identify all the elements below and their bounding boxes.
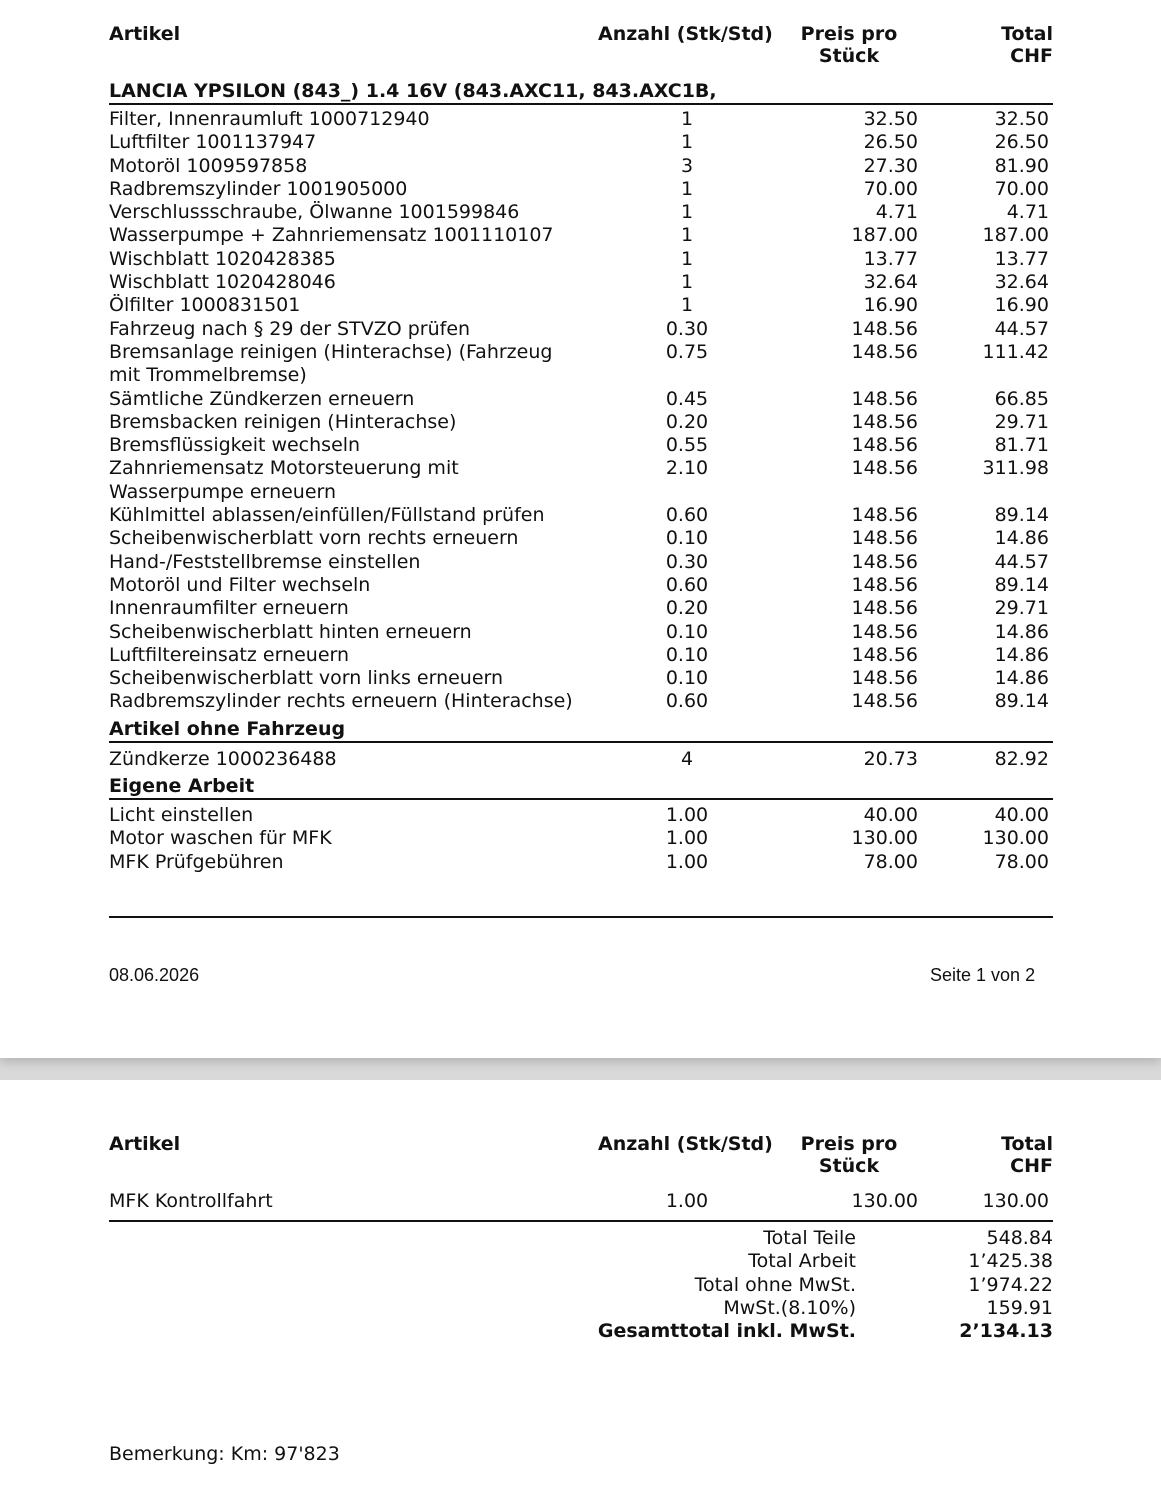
table-row bbox=[109, 224, 1053, 247]
table-row bbox=[109, 411, 1053, 434]
table-row bbox=[109, 1190, 1053, 1213]
item-total: 26.50 bbox=[994, 131, 1049, 154]
item-price: 148.56 bbox=[851, 550, 918, 573]
total-value: 2’134.13 bbox=[959, 1320, 1053, 1343]
item-total: 29.71 bbox=[994, 410, 1049, 433]
table-row bbox=[109, 748, 1053, 771]
item-price: 70.00 bbox=[863, 177, 918, 200]
item-name: MFK Prüfgebühren bbox=[109, 850, 284, 873]
item-total: 89.14 bbox=[994, 690, 1049, 713]
item-total: 130.00 bbox=[982, 827, 1049, 850]
item-qty: 2.10 bbox=[665, 457, 709, 480]
item-name: Licht einstellen bbox=[109, 804, 254, 826]
item-total: 14.86 bbox=[994, 643, 1049, 666]
table-row bbox=[109, 827, 1053, 850]
item-qty: 1 bbox=[680, 131, 694, 154]
divider bbox=[109, 1220, 1053, 1222]
item-price: 148.56 bbox=[851, 457, 918, 480]
item-qty: 1 bbox=[680, 177, 694, 200]
no-vehicle-items bbox=[109, 748, 1053, 771]
table-row bbox=[109, 667, 1053, 690]
table-row bbox=[109, 851, 1053, 874]
item-total: 89.14 bbox=[994, 573, 1049, 596]
divider bbox=[109, 916, 1053, 918]
item-price: 40.00 bbox=[863, 804, 918, 826]
item-name: Luftfiltereinsatz erneuern bbox=[109, 643, 350, 666]
item-price: 148.56 bbox=[851, 504, 918, 527]
item-price: 4.71 bbox=[875, 201, 918, 224]
section-no-vehicle: Artikel ohne Fahrzeug bbox=[109, 718, 1053, 743]
item-qty: 0.60 bbox=[665, 573, 709, 596]
item-price: 16.90 bbox=[863, 294, 918, 317]
item-total: 32.64 bbox=[994, 271, 1049, 294]
vehicle-items bbox=[109, 108, 1053, 714]
item-price: 27.30 bbox=[863, 154, 918, 177]
item-name: Luftfilter 1001137947 bbox=[109, 131, 317, 154]
item-total: 40.00 bbox=[994, 804, 1049, 826]
item-name: Scheibenwischerblatt vorn links erneuern bbox=[109, 667, 504, 690]
total-row bbox=[109, 1320, 1053, 1343]
item-qty: 0.55 bbox=[665, 434, 709, 457]
item-qty: 1 bbox=[680, 294, 694, 317]
table-row bbox=[109, 527, 1053, 550]
table-row bbox=[109, 341, 1053, 388]
header-anzahl: Anzahl (Stk/Std) bbox=[598, 1133, 773, 1155]
item-qty: 0.30 bbox=[665, 550, 709, 573]
item-total: 70.00 bbox=[994, 177, 1049, 200]
item-name: Bremsbacken reinigen (Hinterachse) bbox=[109, 410, 457, 433]
item-price: 130.00 bbox=[851, 827, 918, 850]
table-row bbox=[109, 574, 1053, 597]
total-row bbox=[109, 1227, 1053, 1250]
item-total: 4.71 bbox=[1006, 201, 1049, 224]
item-price: 78.00 bbox=[863, 850, 918, 873]
header-anzahl: Anzahl (Stk/Std) bbox=[598, 23, 773, 45]
item-price: 148.56 bbox=[851, 434, 918, 457]
item-price: 148.56 bbox=[851, 387, 918, 410]
item-price: 148.56 bbox=[851, 527, 918, 550]
item-name: Motoröl und Filter wechseln bbox=[109, 573, 371, 596]
item-price: 148.56 bbox=[851, 317, 918, 340]
item-name: Zahnriemensatz Motorsteuerung mit Wasserpumpe erneuern bbox=[109, 457, 459, 503]
item-total: 13.77 bbox=[994, 247, 1049, 270]
item-qty: 0.10 bbox=[665, 667, 709, 690]
total-value: 159.91 bbox=[986, 1296, 1053, 1319]
item-qty: 1.00 bbox=[665, 827, 709, 850]
total-label: Total ohne MwSt. bbox=[694, 1273, 856, 1296]
item-qty: 1 bbox=[680, 201, 694, 224]
item-total: 89.14 bbox=[994, 504, 1049, 527]
item-name: Zündkerze 1000236488 bbox=[109, 748, 337, 770]
item-name: Wasserpumpe + Zahnriemensatz 1001110107 bbox=[109, 224, 554, 247]
own-work-items bbox=[109, 804, 1053, 874]
item-price: 32.64 bbox=[863, 271, 918, 294]
total-label: MwSt.(8.10%) bbox=[723, 1296, 856, 1319]
item-total: 29.71 bbox=[994, 597, 1049, 620]
item-total: 78.00 bbox=[994, 850, 1049, 873]
table-row bbox=[109, 690, 1053, 713]
item-price: 32.50 bbox=[863, 108, 918, 130]
table-row bbox=[109, 804, 1053, 827]
item-total: 130.00 bbox=[982, 1190, 1049, 1212]
item-name: Bremsflüssigkeit wechseln bbox=[109, 434, 361, 457]
item-name: Scheibenwischerblatt vorn rechts erneuern bbox=[109, 527, 519, 550]
item-name: Motoröl 1009597858 bbox=[109, 154, 308, 177]
item-total: 14.86 bbox=[994, 527, 1049, 550]
header-artikel: Artikel bbox=[109, 23, 181, 45]
header-preis: Preis pro Stück bbox=[800, 23, 898, 67]
item-total: 82.92 bbox=[994, 748, 1049, 770]
item-price: 148.56 bbox=[851, 573, 918, 596]
item-total: 81.90 bbox=[994, 154, 1049, 177]
table-row bbox=[109, 621, 1053, 644]
item-total: 14.86 bbox=[994, 620, 1049, 643]
item-total: 111.42 bbox=[982, 340, 1049, 363]
item-name: Kühlmittel ablassen/einfüllen/Füllstand prüfen bbox=[109, 504, 545, 527]
item-qty: 1.00 bbox=[665, 1190, 709, 1212]
remark: Bemerkung: Km: 97'823 bbox=[109, 1443, 340, 1465]
invoice-page-2 bbox=[0, 1080, 1161, 1488]
total-label: Total Arbeit bbox=[748, 1250, 856, 1273]
item-qty: 0.60 bbox=[665, 504, 709, 527]
table-row bbox=[109, 434, 1053, 457]
item-qty: 0.10 bbox=[665, 643, 709, 666]
item-name: Verschlussschraube, Ölwanne 1001599846 bbox=[109, 201, 520, 224]
item-name: Hand-/Feststellbremse einstellen bbox=[109, 550, 421, 573]
table-row bbox=[109, 271, 1053, 294]
item-qty: 3 bbox=[680, 154, 694, 177]
table-row bbox=[109, 644, 1053, 667]
vehicle-title: LANCIA YPSILON (843_) 1.4 16V (843.AXC11, 843.AXC1B, bbox=[109, 80, 1053, 105]
total-value: 548.84 bbox=[986, 1227, 1053, 1249]
footer-page: Seite 1 von 2 bbox=[930, 965, 1036, 985]
table-row bbox=[109, 457, 1053, 504]
table-row bbox=[109, 248, 1053, 271]
table-row bbox=[109, 108, 1053, 131]
total-value: 1’425.38 bbox=[968, 1250, 1053, 1273]
item-qty: 0.60 bbox=[665, 690, 709, 713]
item-name: Wischblatt 1020428385 bbox=[109, 247, 336, 270]
item-price: 148.56 bbox=[851, 620, 918, 643]
table-row bbox=[109, 155, 1053, 178]
table-row bbox=[109, 201, 1053, 224]
item-price: 130.00 bbox=[851, 1190, 918, 1212]
item-total: 81.71 bbox=[994, 434, 1049, 457]
item-qty: 0.30 bbox=[665, 317, 709, 340]
item-name: Sämtliche Zündkerzen erneuern bbox=[109, 387, 415, 410]
item-name: Filter, Innenraumluft 1000712940 bbox=[109, 108, 430, 130]
table-row bbox=[109, 597, 1053, 620]
item-name: Radbremszylinder rechts erneuern (Hinterachse) bbox=[109, 690, 573, 713]
item-price: 187.00 bbox=[851, 224, 918, 247]
item-price: 148.56 bbox=[851, 667, 918, 690]
item-name: Innenraumfilter erneuern bbox=[109, 597, 349, 620]
item-qty: 0.20 bbox=[665, 597, 709, 620]
item-name: MFK Kontrollfahrt bbox=[109, 1190, 273, 1212]
item-price: 13.77 bbox=[863, 247, 918, 270]
item-total: 14.86 bbox=[994, 667, 1049, 690]
item-qty: 0.75 bbox=[665, 340, 709, 363]
page2-items bbox=[109, 1190, 1053, 1213]
total-row bbox=[109, 1250, 1053, 1273]
header-total: Total CHF bbox=[1001, 1133, 1053, 1177]
table-row bbox=[109, 294, 1053, 317]
item-price: 148.56 bbox=[851, 643, 918, 666]
item-qty: 0.10 bbox=[665, 527, 709, 550]
item-total: 32.50 bbox=[994, 108, 1049, 130]
footer-date: 08.06.2026 bbox=[109, 965, 200, 985]
item-qty: 1 bbox=[680, 271, 694, 294]
item-price: 148.56 bbox=[851, 410, 918, 433]
item-qty: 4 bbox=[680, 748, 694, 770]
item-name: Scheibenwischerblatt hinten erneuern bbox=[109, 620, 472, 643]
header-total: Total CHF bbox=[1001, 23, 1053, 67]
item-qty: 0.45 bbox=[665, 387, 709, 410]
item-qty: 1.00 bbox=[665, 850, 709, 873]
item-qty: 1 bbox=[680, 108, 694, 130]
item-price: 148.56 bbox=[851, 340, 918, 363]
item-price: 20.73 bbox=[863, 748, 918, 770]
item-total: 44.57 bbox=[994, 550, 1049, 573]
item-name: Ölfilter 1000831501 bbox=[109, 294, 301, 317]
item-total: 44.57 bbox=[994, 317, 1049, 340]
total-label: Total Teile bbox=[763, 1227, 856, 1249]
total-value: 1’974.22 bbox=[968, 1273, 1053, 1296]
table-row bbox=[109, 178, 1053, 201]
totals-block bbox=[109, 1227, 1053, 1343]
item-price: 148.56 bbox=[851, 690, 918, 713]
table-row bbox=[109, 551, 1053, 574]
table-row bbox=[109, 131, 1053, 154]
total-row bbox=[109, 1274, 1053, 1297]
item-qty: 1 bbox=[680, 247, 694, 270]
table-row bbox=[109, 504, 1053, 527]
item-total: 16.90 bbox=[994, 294, 1049, 317]
item-total: 66.85 bbox=[994, 387, 1049, 410]
item-price: 148.56 bbox=[851, 597, 918, 620]
item-name: Fahrzeug nach § 29 der STVZO prüfen bbox=[109, 317, 471, 340]
item-price: 26.50 bbox=[863, 131, 918, 154]
item-qty: 0.10 bbox=[665, 620, 709, 643]
item-name: Bremsanlage reinigen (Hinterachse) (Fahrzeug mit Trommelbremse) bbox=[109, 340, 553, 387]
item-qty: 1 bbox=[680, 224, 694, 247]
table-row bbox=[109, 318, 1053, 341]
header-preis: Preis pro Stück bbox=[800, 1133, 898, 1177]
section-own-work: Eigene Arbeit bbox=[109, 775, 1053, 800]
item-name: Radbremszylinder 1001905000 bbox=[109, 177, 408, 200]
total-label: Gesamttotal inkl. MwSt. bbox=[597, 1320, 856, 1343]
header-artikel: Artikel bbox=[109, 1133, 181, 1155]
item-total: 187.00 bbox=[982, 224, 1049, 247]
item-name: Wischblatt 1020428046 bbox=[109, 271, 336, 294]
item-total: 311.98 bbox=[982, 457, 1049, 480]
item-qty: 1.00 bbox=[665, 804, 709, 826]
item-name: Motor waschen für MFK bbox=[109, 827, 332, 850]
total-row bbox=[109, 1297, 1053, 1320]
table-row bbox=[109, 388, 1053, 411]
item-qty: 0.20 bbox=[665, 410, 709, 433]
